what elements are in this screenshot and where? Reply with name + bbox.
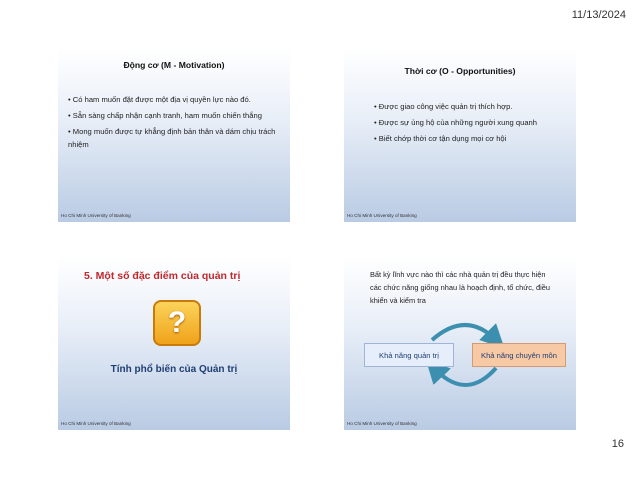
slide-thumbnail-characteristics[interactable] <box>58 256 290 430</box>
slide-subtitle: Tính phổ biến của Quản trị <box>110 364 238 375</box>
slide-thumbnail-motivation[interactable] <box>58 48 290 222</box>
bullet-item: • Có ham muốn đặt được một địa vị quyền lực nào đó. <box>68 93 278 106</box>
bullet-list <box>374 100 559 148</box>
slide-thumbnail-universality[interactable] <box>344 256 576 430</box>
slide-footer: Ho Chi Minh University of Banking <box>61 421 131 426</box>
bullet-item: • Được sự ủng hộ của những người xung quanh <box>374 116 559 129</box>
bullet-item: • Được giao công việc quản trị thích hợp. <box>374 100 559 113</box>
slide-heading: 5. Một số đặc điểm của quản trị <box>84 270 241 282</box>
slide-footer: Ho Chi Minh University of Banking <box>347 213 417 218</box>
question-mark-icon: ? <box>153 300 201 346</box>
slide-paragraph: Bất kỳ lĩnh vực nào thì các nhà quản trị đều thực hiện các chức năng giống nhau là hoạch định, tổ chức, điều khiển và kiểm tra <box>370 270 551 305</box>
slide-footer: Ho Chi Minh University of Banking <box>347 421 417 426</box>
bullet-list <box>68 93 278 154</box>
bullet-item: • Biết chớp thời cơ tận dụng mọi cơ hội <box>374 132 559 145</box>
slide-footer: Ho Chi Minh University of Banking <box>61 213 131 218</box>
slide-title: Động cơ (M - Motivation) <box>123 60 225 70</box>
page-number: 16 <box>611 438 624 450</box>
bullet-item: • Sẵn sàng chấp nhận cạnh tranh, ham muốn chiến thắng <box>68 109 278 122</box>
bullet-item: • Mong muốn được tự khẳng định bản thân và dám chịu trách nhiệm <box>68 125 278 151</box>
professional-ability-box: Khả năng chuyên môn <box>472 343 566 367</box>
date-label: 11/13/2024 <box>571 9 626 21</box>
slide-thumbnail-opportunities[interactable] <box>344 48 576 222</box>
management-ability-box: Khả năng quản trị <box>364 343 454 367</box>
slide-title: Thời cơ (O - Opportunities) <box>404 66 516 76</box>
